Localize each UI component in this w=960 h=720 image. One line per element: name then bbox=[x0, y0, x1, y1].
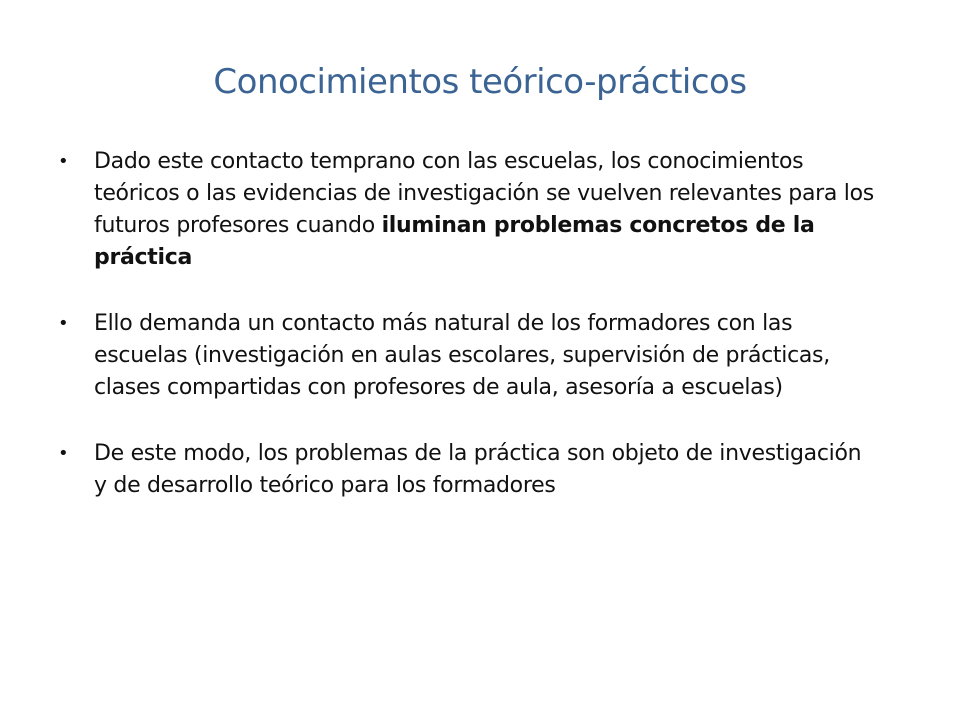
bullet-item bbox=[58, 438, 878, 502]
bullet-text: Ello demanda un contacto más natural de los formadores con las escuelas (investigación en aulas escolares, supervisión de prácticas, clases compartidas con profesores de aula, asesoría a escuelas) bbox=[94, 311, 830, 400]
bullet-item bbox=[58, 146, 878, 274]
slide-title: Conocimientos teórico-prácticos bbox=[213, 62, 747, 102]
bullet-text: De este modo, los problemas de la práctica son objeto de investigación y de desarrollo teórico para los formadores bbox=[94, 441, 862, 498]
bullet-list bbox=[58, 146, 878, 502]
bullet-item bbox=[58, 308, 878, 404]
bullet-emphasis: iluminan problemas concretos de la práctica bbox=[94, 213, 815, 270]
bullet-text: Dado este contacto temprano con las escuelas, los conocimientos teóricos o las evidencias de investigación se vuelven relevantes para los futuros profesores cuando bbox=[94, 149, 874, 238]
bullet-icon: • bbox=[58, 151, 69, 172]
bullet-icon: • bbox=[58, 443, 69, 464]
bullet-icon: • bbox=[58, 313, 69, 334]
